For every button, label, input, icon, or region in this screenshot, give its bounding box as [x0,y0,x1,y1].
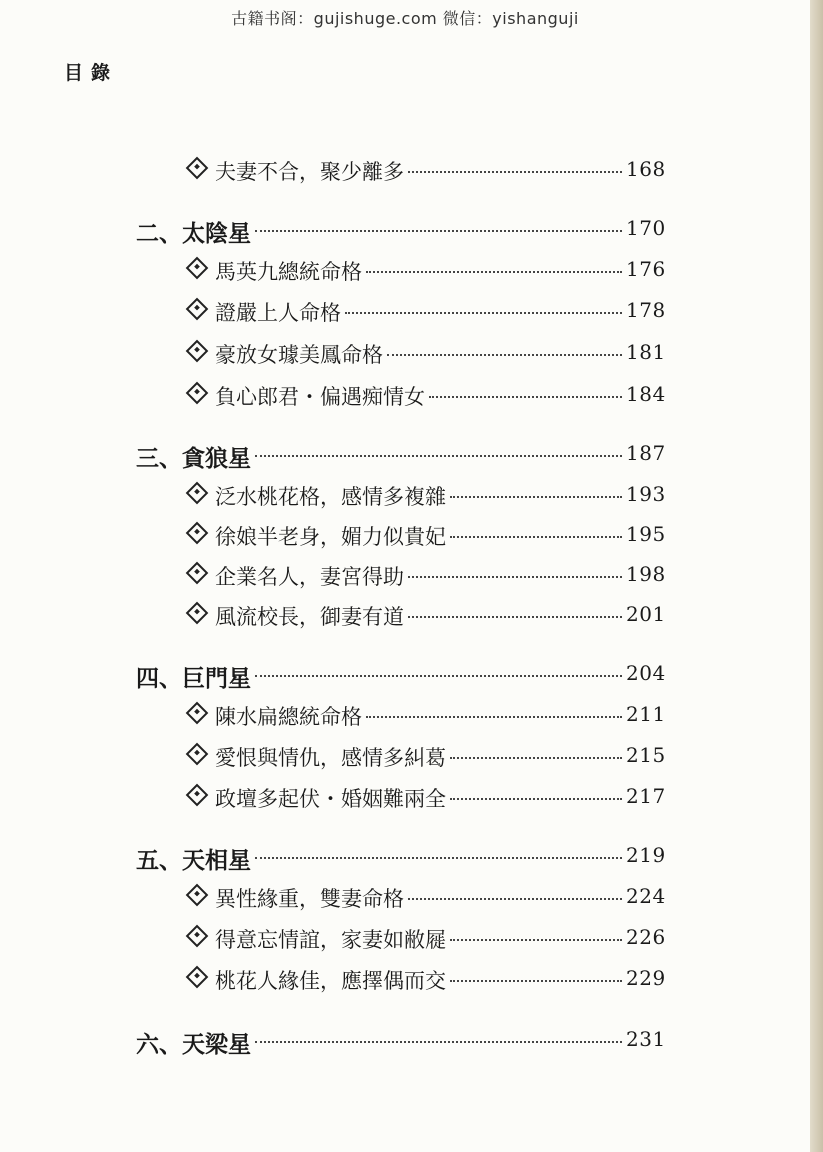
entry-title [186,883,404,913]
dot-leader [450,496,622,498]
diamond-bullet-icon [186,925,209,948]
toc-label-text: 異性緣重，雙妻命格 [215,887,404,911]
diamond-bullet-icon [186,382,209,405]
toc-label-text: 四、巨門星 [136,666,251,692]
dot-leader [408,616,622,618]
chapter-title [136,1026,251,1059]
chapter-title [136,660,251,693]
toc-entry-row[interactable] [0,965,823,995]
page-number: 219 [626,843,666,867]
diamond-bullet-icon [186,257,209,280]
entry-title [186,701,362,731]
toc-label-text: 豪放女璩美鳳命格 [215,343,383,367]
toc-entry-row[interactable] [0,742,823,772]
dot-leader [255,857,622,859]
entry-title [186,381,425,411]
diamond-bullet-icon [186,482,209,505]
page-number: 195 [626,522,666,546]
diamond-bullet-icon [186,298,209,321]
dot-leader [255,675,622,677]
toc-entry-row[interactable] [0,521,823,551]
diamond-bullet-icon [186,562,209,585]
chapter-title [136,440,251,473]
toc-chapter-row[interactable] [0,440,823,470]
page-number: 226 [626,925,666,949]
page-number: 178 [626,298,666,322]
diamond-bullet-icon [186,340,209,363]
page-number: 198 [626,562,666,586]
page-number: 201 [626,602,666,626]
page-number: 217 [626,784,666,808]
toc-entry-row[interactable] [0,924,823,954]
diamond-bullet-icon [186,966,209,989]
dot-leader [408,171,622,173]
toc-chapter-row[interactable] [0,215,823,245]
diamond-bullet-icon [186,743,209,766]
toc-label-text: 得意忘情誼，家妻如敝屣 [215,928,446,952]
toc-entry-row[interactable] [0,481,823,511]
toc-label-text: 企業名人，妻宮得助 [215,565,404,589]
dot-leader [366,271,622,273]
toc-entry-row[interactable] [0,783,823,813]
dot-leader [450,939,622,941]
toc-entry-row[interactable] [0,601,823,631]
page-number: 193 [626,482,666,506]
diamond-bullet-icon [186,702,209,725]
dot-leader [408,898,622,900]
entry-title [186,481,446,511]
page-number: 204 [626,661,666,685]
toc-label-text: 愛恨與情仇，感情多糾葛 [215,746,446,770]
toc-label-text: 二、太陰星 [136,221,251,247]
toc-chapter-row[interactable] [0,1026,823,1056]
toc-label-text: 三、貪狼星 [136,446,251,472]
entry-title [186,256,362,286]
page-number: 176 [626,257,666,281]
dot-leader [387,354,622,356]
toc-entry-row[interactable] [0,256,823,286]
page-number: 170 [626,216,666,240]
page-number: 168 [626,157,666,181]
toc-entry-row[interactable] [0,339,823,369]
toc-label-text: 徐娘半老身，媚力似貴妃 [215,525,446,549]
entry-title [186,297,341,327]
page-number: 229 [626,966,666,990]
entry-title [186,783,446,813]
toc-entry-row[interactable] [0,561,823,591]
toc-label-text: 五、天相星 [136,848,251,874]
watermark-text: 古籍书阁：gujishuge.com 微信：yishanguji [231,9,579,28]
page-number: 215 [626,743,666,767]
entry-title [186,965,446,995]
entry-title [186,339,383,369]
toc-label-text: 夫妻不合，聚少離多 [215,160,404,184]
page-number: 211 [626,702,666,726]
dot-leader [450,757,622,759]
entry-title [186,742,446,772]
entry-title [186,601,404,631]
entry-title [186,521,446,551]
dot-leader [408,576,622,578]
entry-title [186,924,446,954]
dot-leader [450,536,622,538]
toc-label-text: 政壇多起伏・婚姻難兩全 [215,787,446,811]
toc-label-text: 六、天梁星 [136,1032,251,1058]
toc-label-text: 泛水桃花格，感情多複雜 [215,485,446,509]
page-number: 231 [626,1027,666,1051]
dot-leader [450,798,622,800]
diamond-bullet-icon [186,157,209,180]
toc-entry-row[interactable] [0,297,823,327]
toc-label-text: 風流校長，御妻有道 [215,605,404,629]
dot-leader [429,396,622,398]
toc-label-text: 陳水扁總統命格 [215,705,362,729]
toc-entry-row[interactable] [0,156,823,186]
toc-label-text: 桃花人緣佳，應擇偶而交 [215,969,446,993]
dot-leader [450,980,622,982]
diamond-bullet-icon [186,884,209,907]
page-number: 181 [626,340,666,364]
chapter-title [136,842,251,875]
page-number: 224 [626,884,666,908]
diamond-bullet-icon [186,602,209,625]
dot-leader [255,230,622,232]
toc-chapter-row[interactable] [0,660,823,690]
dot-leader [255,1041,622,1043]
chapter-title [136,215,251,248]
toc-label-text: 負心郎君・偏遇痴情女 [215,385,425,409]
toc-entry-row[interactable] [0,883,823,913]
toc-entry-row[interactable] [0,701,823,731]
toc-label-text: 證嚴上人命格 [215,301,341,325]
dot-leader [255,455,622,457]
entry-title [186,156,404,186]
diamond-bullet-icon [186,522,209,545]
page-number: 184 [626,382,666,406]
toc-entry-row[interactable] [0,381,823,411]
dot-leader [366,716,622,718]
page-number: 187 [626,441,666,465]
toc-label-text: 馬英九總統命格 [215,260,362,284]
page-title: 目錄 [64,62,119,84]
diamond-bullet-icon [186,784,209,807]
entry-title [186,561,404,591]
dot-leader [345,312,622,314]
toc-chapter-row[interactable] [0,842,823,872]
